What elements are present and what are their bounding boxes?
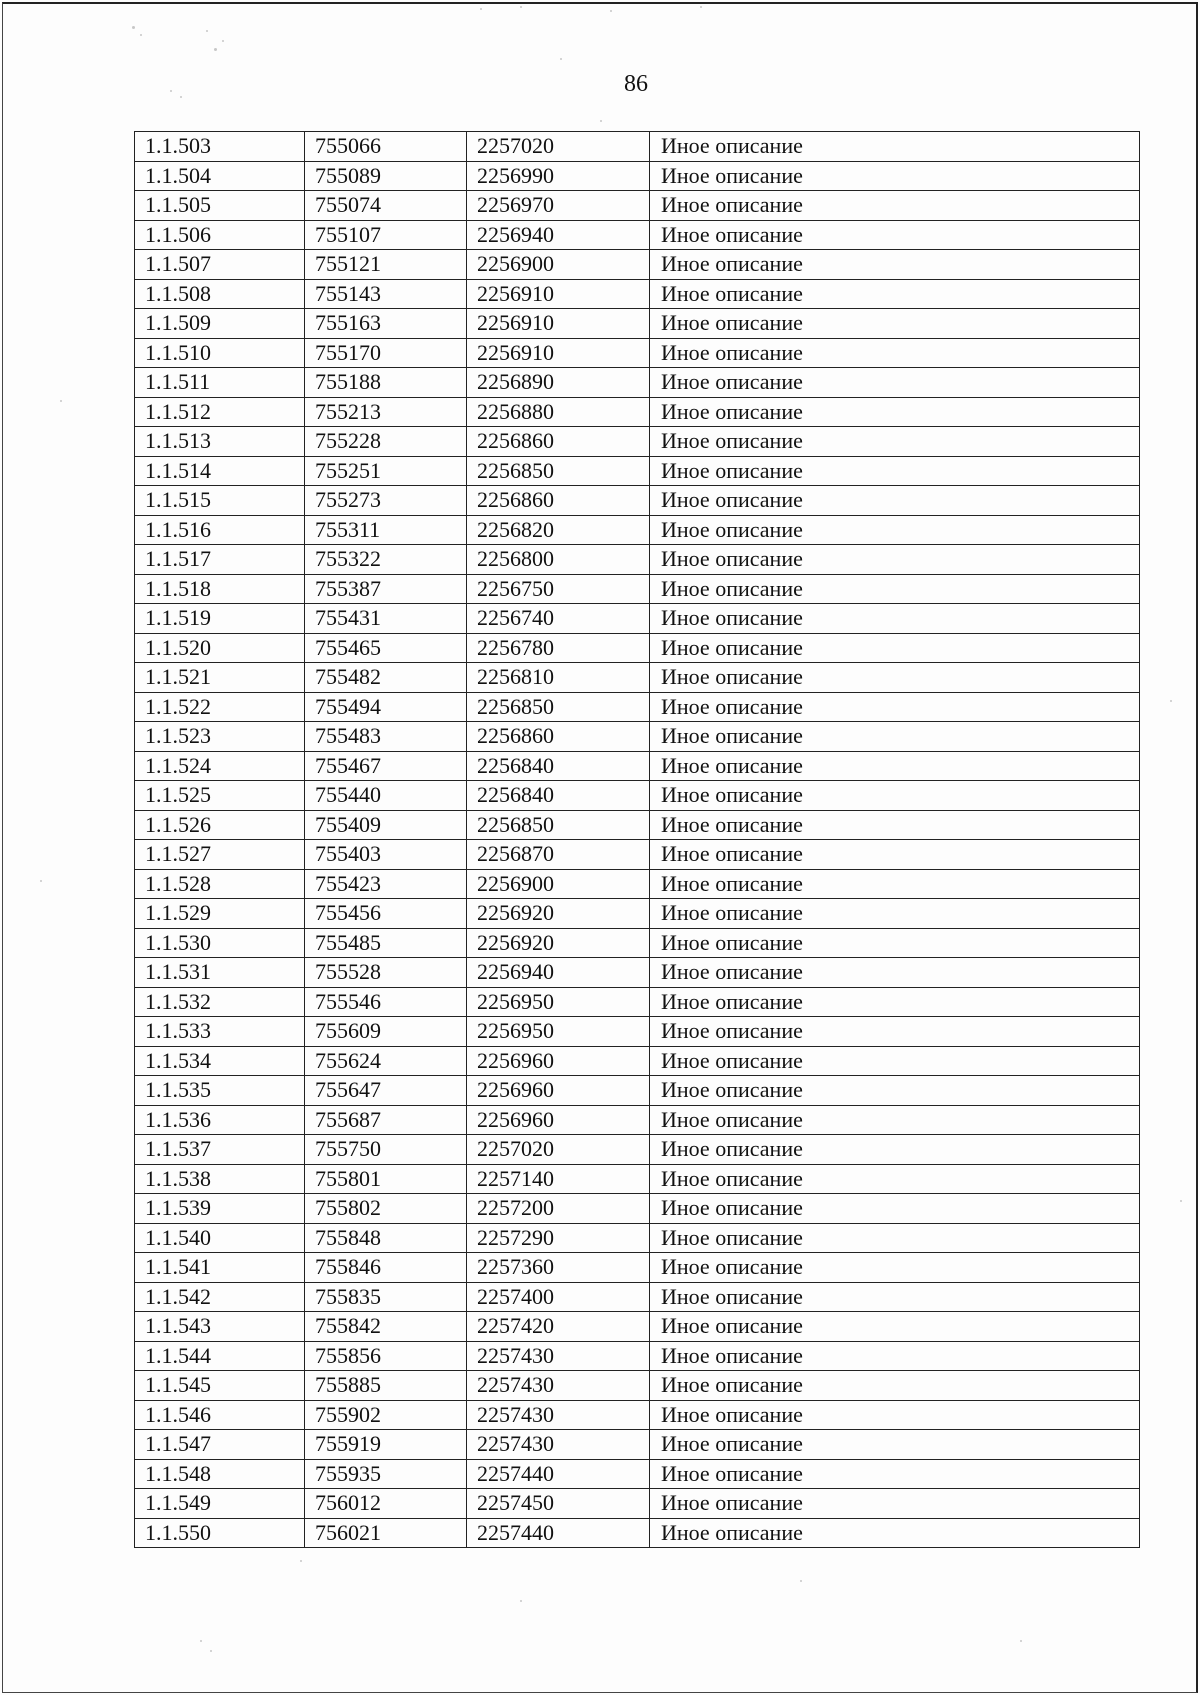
row-number-cell: 1.1.508 [135, 279, 305, 309]
y-coordinate-cell: 2256780 [467, 633, 650, 663]
description-cell: Иное описание [650, 928, 1140, 958]
x-coordinate-cell: 755802 [305, 1194, 467, 1224]
x-coordinate-cell: 755251 [305, 456, 467, 486]
description-cell: Иное описание [650, 1430, 1140, 1460]
table-row [135, 1282, 1140, 1312]
y-coordinate-cell: 2256870 [467, 840, 650, 870]
y-coordinate-cell: 2256840 [467, 751, 650, 781]
x-coordinate-cell: 755609 [305, 1017, 467, 1047]
scan-speck [180, 96, 182, 98]
table-row [135, 515, 1140, 545]
x-coordinate-cell: 755213 [305, 397, 467, 427]
description-cell: Иное описание [650, 899, 1140, 929]
x-coordinate-cell: 755750 [305, 1135, 467, 1165]
x-coordinate-cell: 755835 [305, 1282, 467, 1312]
row-number-cell: 1.1.514 [135, 456, 305, 486]
y-coordinate-cell: 2257020 [467, 1135, 650, 1165]
x-coordinate-cell: 755494 [305, 692, 467, 722]
table-row [135, 751, 1140, 781]
y-coordinate-cell: 2256920 [467, 899, 650, 929]
scan-speck [300, 1560, 302, 1562]
scan-speck [560, 58, 562, 60]
description-cell: Иное описание [650, 987, 1140, 1017]
table-row [135, 279, 1140, 309]
y-coordinate-cell: 2257200 [467, 1194, 650, 1224]
x-coordinate-cell: 755935 [305, 1459, 467, 1489]
row-number-cell: 1.1.525 [135, 781, 305, 811]
description-cell: Иное описание [650, 427, 1140, 457]
table-row [135, 250, 1140, 280]
description-cell: Иное описание [650, 1076, 1140, 1106]
x-coordinate-cell: 755409 [305, 810, 467, 840]
table-row [135, 427, 1140, 457]
row-number-cell: 1.1.510 [135, 338, 305, 368]
description-cell: Иное описание [650, 456, 1140, 486]
table-row [135, 810, 1140, 840]
row-number-cell: 1.1.547 [135, 1430, 305, 1460]
row-number-cell: 1.1.519 [135, 604, 305, 634]
row-number-cell: 1.1.537 [135, 1135, 305, 1165]
scan-speck [200, 1640, 202, 1642]
y-coordinate-cell: 2256950 [467, 1017, 650, 1047]
scan-speck [480, 8, 482, 10]
row-number-cell: 1.1.520 [135, 633, 305, 663]
description-cell: Иное описание [650, 1105, 1140, 1135]
y-coordinate-cell: 2257020 [467, 132, 650, 162]
x-coordinate-cell: 755121 [305, 250, 467, 280]
x-coordinate-cell: 755170 [305, 338, 467, 368]
table-row [135, 456, 1140, 486]
table-row [135, 1046, 1140, 1076]
scan-speck [140, 34, 142, 36]
description-cell: Иное описание [650, 1135, 1140, 1165]
table-row [135, 1223, 1140, 1253]
row-number-cell: 1.1.523 [135, 722, 305, 752]
x-coordinate-cell: 755107 [305, 220, 467, 250]
table-row [135, 161, 1140, 191]
scan-speck [40, 880, 42, 882]
table-row [135, 1371, 1140, 1401]
description-cell: Иное описание [650, 161, 1140, 191]
table-row [135, 840, 1140, 870]
scan-speck [610, 10, 612, 12]
y-coordinate-cell: 2256820 [467, 515, 650, 545]
y-coordinate-cell: 2256890 [467, 368, 650, 398]
y-coordinate-cell: 2256850 [467, 692, 650, 722]
x-coordinate-cell: 755163 [305, 309, 467, 339]
x-coordinate-cell: 755801 [305, 1164, 467, 1194]
description-cell: Иное описание [650, 1518, 1140, 1548]
table-row [135, 1400, 1140, 1430]
table-row [135, 958, 1140, 988]
y-coordinate-cell: 2257440 [467, 1459, 650, 1489]
scan-speck [1180, 1200, 1182, 1202]
x-coordinate-cell: 755311 [305, 515, 467, 545]
row-number-cell: 1.1.528 [135, 869, 305, 899]
y-coordinate-cell: 2256990 [467, 161, 650, 191]
x-coordinate-cell: 755089 [305, 161, 467, 191]
table-row [135, 1518, 1140, 1548]
x-coordinate-cell: 755856 [305, 1341, 467, 1371]
table-row [135, 191, 1140, 221]
y-coordinate-cell: 2256920 [467, 928, 650, 958]
row-number-cell: 1.1.518 [135, 574, 305, 604]
scan-speck [214, 48, 217, 51]
description-cell: Иное описание [650, 545, 1140, 575]
row-number-cell: 1.1.546 [135, 1400, 305, 1430]
y-coordinate-cell: 2257140 [467, 1164, 650, 1194]
x-coordinate-cell: 755482 [305, 663, 467, 693]
x-coordinate-cell: 755387 [305, 574, 467, 604]
y-coordinate-cell: 2257450 [467, 1489, 650, 1519]
y-coordinate-cell: 2256750 [467, 574, 650, 604]
description-cell: Иное описание [650, 633, 1140, 663]
y-coordinate-cell: 2256910 [467, 309, 650, 339]
row-number-cell: 1.1.536 [135, 1105, 305, 1135]
y-coordinate-cell: 2256910 [467, 279, 650, 309]
y-coordinate-cell: 2257430 [467, 1430, 650, 1460]
description-cell: Иное описание [650, 840, 1140, 870]
x-coordinate-cell: 755624 [305, 1046, 467, 1076]
x-coordinate-cell: 755322 [305, 545, 467, 575]
row-number-cell: 1.1.522 [135, 692, 305, 722]
scan-speck [700, 6, 702, 8]
y-coordinate-cell: 2256860 [467, 427, 650, 457]
row-number-cell: 1.1.516 [135, 515, 305, 545]
row-number-cell: 1.1.509 [135, 309, 305, 339]
description-cell: Иное описание [650, 250, 1140, 280]
row-number-cell: 1.1.542 [135, 1282, 305, 1312]
row-number-cell: 1.1.532 [135, 987, 305, 1017]
y-coordinate-cell: 2256910 [467, 338, 650, 368]
description-cell: Иное описание [650, 309, 1140, 339]
y-coordinate-cell: 2256850 [467, 456, 650, 486]
x-coordinate-cell: 755066 [305, 132, 467, 162]
scan-speck [60, 400, 62, 402]
description-cell: Иное описание [650, 1046, 1140, 1076]
description-cell: Иное описание [650, 191, 1140, 221]
x-coordinate-cell: 755885 [305, 1371, 467, 1401]
table-row [135, 368, 1140, 398]
y-coordinate-cell: 2256860 [467, 722, 650, 752]
x-coordinate-cell: 755456 [305, 899, 467, 929]
scan-speck [210, 1650, 212, 1652]
table-row [135, 1194, 1140, 1224]
description-cell: Иное описание [650, 220, 1140, 250]
x-coordinate-cell: 755687 [305, 1105, 467, 1135]
y-coordinate-cell: 2257420 [467, 1312, 650, 1342]
table-row [135, 1459, 1140, 1489]
description-cell: Иное описание [650, 810, 1140, 840]
y-coordinate-cell: 2257430 [467, 1341, 650, 1371]
y-coordinate-cell: 2256940 [467, 220, 650, 250]
y-coordinate-cell: 2256950 [467, 987, 650, 1017]
description-cell: Иное описание [650, 338, 1140, 368]
y-coordinate-cell: 2256900 [467, 869, 650, 899]
row-number-cell: 1.1.550 [135, 1518, 305, 1548]
table-row [135, 1105, 1140, 1135]
description-cell: Иное описание [650, 781, 1140, 811]
description-cell: Иное описание [650, 1282, 1140, 1312]
y-coordinate-cell: 2257430 [467, 1400, 650, 1430]
row-number-cell: 1.1.534 [135, 1046, 305, 1076]
row-number-cell: 1.1.512 [135, 397, 305, 427]
table-row [135, 132, 1140, 162]
y-coordinate-cell: 2256800 [467, 545, 650, 575]
row-number-cell: 1.1.541 [135, 1253, 305, 1283]
scan-speck [132, 26, 135, 29]
description-cell: Иное описание [650, 397, 1140, 427]
y-coordinate-cell: 2256970 [467, 191, 650, 221]
scan-speck [170, 90, 172, 92]
row-number-cell: 1.1.513 [135, 427, 305, 457]
row-number-cell: 1.1.529 [135, 899, 305, 929]
row-number-cell: 1.1.503 [135, 132, 305, 162]
scan-speck [800, 1580, 802, 1582]
table-row [135, 1430, 1140, 1460]
table-row [135, 781, 1140, 811]
y-coordinate-cell: 2256740 [467, 604, 650, 634]
y-coordinate-cell: 2256940 [467, 958, 650, 988]
table-row [135, 1341, 1140, 1371]
description-cell: Иное описание [650, 869, 1140, 899]
description-cell: Иное описание [650, 958, 1140, 988]
scan-speck [600, 120, 602, 122]
description-cell: Иное описание [650, 1223, 1140, 1253]
y-coordinate-cell: 2256860 [467, 486, 650, 516]
row-number-cell: 1.1.545 [135, 1371, 305, 1401]
x-coordinate-cell: 755188 [305, 368, 467, 398]
x-coordinate-cell: 755919 [305, 1430, 467, 1460]
row-number-cell: 1.1.524 [135, 751, 305, 781]
x-coordinate-cell: 756021 [305, 1518, 467, 1548]
x-coordinate-cell: 755440 [305, 781, 467, 811]
row-number-cell: 1.1.511 [135, 368, 305, 398]
table-row [135, 338, 1140, 368]
row-number-cell: 1.1.531 [135, 958, 305, 988]
table-row [135, 1489, 1140, 1519]
description-cell: Иное описание [650, 368, 1140, 398]
table-row [135, 928, 1140, 958]
table-row [135, 1312, 1140, 1342]
y-coordinate-cell: 2256960 [467, 1076, 650, 1106]
table-body [135, 132, 1140, 1548]
x-coordinate-cell: 755074 [305, 191, 467, 221]
table-row [135, 1135, 1140, 1165]
coordinates-table [134, 131, 1140, 1548]
row-number-cell: 1.1.504 [135, 161, 305, 191]
row-number-cell: 1.1.527 [135, 840, 305, 870]
table-row [135, 1076, 1140, 1106]
scan-speck [1020, 1640, 1022, 1642]
x-coordinate-cell: 755546 [305, 987, 467, 1017]
y-coordinate-cell: 2256840 [467, 781, 650, 811]
x-coordinate-cell: 755842 [305, 1312, 467, 1342]
row-number-cell: 1.1.535 [135, 1076, 305, 1106]
scan-speck [520, 1600, 522, 1602]
description-cell: Иное описание [650, 1253, 1140, 1283]
table-row [135, 633, 1140, 663]
description-cell: Иное описание [650, 1489, 1140, 1519]
description-cell: Иное описание [650, 692, 1140, 722]
description-cell: Иное описание [650, 1164, 1140, 1194]
description-cell: Иное описание [650, 132, 1140, 162]
x-coordinate-cell: 755465 [305, 633, 467, 663]
x-coordinate-cell: 755848 [305, 1223, 467, 1253]
row-number-cell: 1.1.505 [135, 191, 305, 221]
description-cell: Иное описание [650, 1371, 1140, 1401]
table-row [135, 663, 1140, 693]
table-row [135, 545, 1140, 575]
table-row [135, 1164, 1140, 1194]
x-coordinate-cell: 755485 [305, 928, 467, 958]
x-coordinate-cell: 755846 [305, 1253, 467, 1283]
x-coordinate-cell: 755467 [305, 751, 467, 781]
x-coordinate-cell: 755647 [305, 1076, 467, 1106]
y-coordinate-cell: 2257400 [467, 1282, 650, 1312]
description-cell: Иное описание [650, 1194, 1140, 1224]
description-cell: Иное описание [650, 1312, 1140, 1342]
y-coordinate-cell: 2256850 [467, 810, 650, 840]
row-number-cell: 1.1.530 [135, 928, 305, 958]
y-coordinate-cell: 2256960 [467, 1046, 650, 1076]
row-number-cell: 1.1.517 [135, 545, 305, 575]
scan-speck [520, 6, 522, 8]
x-coordinate-cell: 755431 [305, 604, 467, 634]
table-row [135, 574, 1140, 604]
x-coordinate-cell: 755528 [305, 958, 467, 988]
table-row [135, 869, 1140, 899]
description-cell: Иное описание [650, 515, 1140, 545]
scan-speck [1170, 700, 1172, 702]
row-number-cell: 1.1.526 [135, 810, 305, 840]
description-cell: Иное описание [650, 751, 1140, 781]
y-coordinate-cell: 2257440 [467, 1518, 650, 1548]
table-row [135, 604, 1140, 634]
y-coordinate-cell: 2256810 [467, 663, 650, 693]
x-coordinate-cell: 755902 [305, 1400, 467, 1430]
y-coordinate-cell: 2256960 [467, 1105, 650, 1135]
table-row [135, 309, 1140, 339]
y-coordinate-cell: 2256880 [467, 397, 650, 427]
x-coordinate-cell: 755228 [305, 427, 467, 457]
table-row [135, 1017, 1140, 1047]
x-coordinate-cell: 755423 [305, 869, 467, 899]
row-number-cell: 1.1.539 [135, 1194, 305, 1224]
row-number-cell: 1.1.521 [135, 663, 305, 693]
x-coordinate-cell: 755403 [305, 840, 467, 870]
scan-speck [222, 40, 224, 42]
table-row [135, 722, 1140, 752]
table-row [135, 899, 1140, 929]
description-cell: Иное описание [650, 279, 1140, 309]
scan-speck [206, 30, 208, 32]
y-coordinate-cell: 2257430 [467, 1371, 650, 1401]
description-cell: Иное описание [650, 1459, 1140, 1489]
description-cell: Иное описание [650, 574, 1140, 604]
y-coordinate-cell: 2256900 [467, 250, 650, 280]
row-number-cell: 1.1.549 [135, 1489, 305, 1519]
description-cell: Иное описание [650, 604, 1140, 634]
x-coordinate-cell: 755483 [305, 722, 467, 752]
row-number-cell: 1.1.540 [135, 1223, 305, 1253]
y-coordinate-cell: 2257360 [467, 1253, 650, 1283]
page-number: 86 [624, 71, 648, 97]
x-coordinate-cell: 756012 [305, 1489, 467, 1519]
row-number-cell: 1.1.543 [135, 1312, 305, 1342]
row-number-cell: 1.1.506 [135, 220, 305, 250]
x-coordinate-cell: 755143 [305, 279, 467, 309]
x-coordinate-cell: 755273 [305, 486, 467, 516]
description-cell: Иное описание [650, 722, 1140, 752]
table-row [135, 692, 1140, 722]
row-number-cell: 1.1.538 [135, 1164, 305, 1194]
description-cell: Иное описание [650, 1400, 1140, 1430]
table-row [135, 486, 1140, 516]
y-coordinate-cell: 2257290 [467, 1223, 650, 1253]
row-number-cell: 1.1.533 [135, 1017, 305, 1047]
row-number-cell: 1.1.548 [135, 1459, 305, 1489]
description-cell: Иное описание [650, 663, 1140, 693]
description-cell: Иное описание [650, 1341, 1140, 1371]
row-number-cell: 1.1.515 [135, 486, 305, 516]
row-number-cell: 1.1.507 [135, 250, 305, 280]
table-row [135, 1253, 1140, 1283]
table-row [135, 987, 1140, 1017]
table-row [135, 220, 1140, 250]
table-row [135, 397, 1140, 427]
description-cell: Иное описание [650, 486, 1140, 516]
row-number-cell: 1.1.544 [135, 1341, 305, 1371]
description-cell: Иное описание [650, 1017, 1140, 1047]
